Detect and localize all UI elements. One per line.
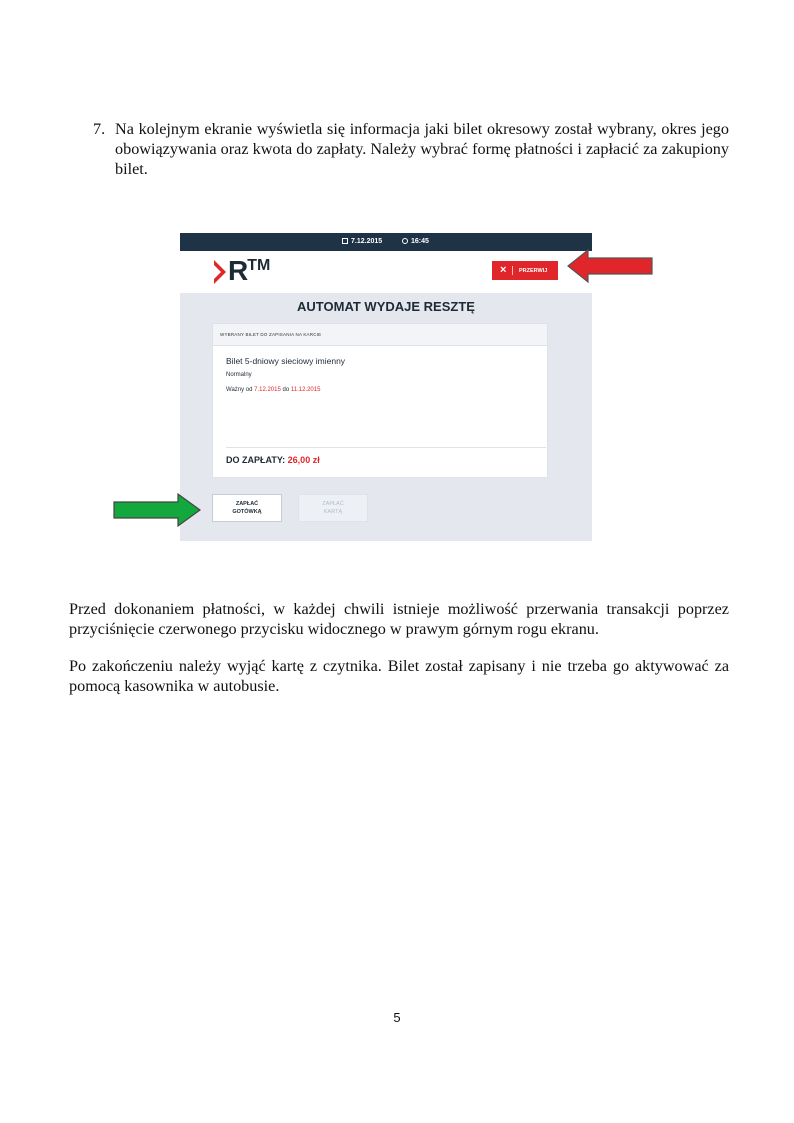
- step-7: [93, 119, 729, 179]
- amount-due: DO ZAPŁATY: 26,00 zł: [226, 455, 320, 465]
- page-number: 5: [393, 1010, 401, 1025]
- green-arrow-icon: [112, 492, 204, 528]
- kiosk-title: AUTOMAT WYDAJE RESZTĘ: [297, 299, 475, 314]
- cancel-label: PRZERWIJ: [519, 268, 548, 274]
- red-arrow-icon: [566, 248, 656, 284]
- pay-card-button[interactable]: ZAPŁAĆ KARTĄ: [298, 494, 368, 522]
- divider: [226, 447, 546, 448]
- ticket-card-header: WYBRANY BILET DO ZAPISANIA NA KARCIE: [213, 324, 547, 346]
- ticket-card: [212, 323, 548, 478]
- calendar-icon: [342, 238, 348, 244]
- step-text: Na kolejnym ekranie wyświetla się informacja jaki bilet okresowy został wybrany, okres jego obowiązywania oraz kwota do zapłaty. Należy wybrać formę płatności i zapłacić za zakupiony bilet.: [115, 120, 729, 178]
- cancel-transaction-button[interactable]: [492, 261, 558, 280]
- paragraph-cancel-info: Przed dokonaniem płatności, w każdej chwili istnieje możliwość przerwania transakcji poprzez przyciśnięcie czerwonego przycisku widocznego w prawym górnym rogu ekranu.: [69, 600, 729, 638]
- kiosk-status-bar: [180, 233, 592, 251]
- date-display: 7.12.2015: [342, 238, 382, 245]
- clock-icon: [402, 238, 408, 244]
- kiosk-screenshot: 7.12.2015 16:45 R™ × PRZERWIJ AUTOMAT WYDAJE RESZTĘ WYBRANY BILET DO ZAPISANIA NA KARCIE Bilet 5-dniowy sieciowy imienny Normalny Ważny od 7.12.2015 do 11.12.2015 DO ZAPŁATY: 26,00 zł ZAPŁAĆ GOTÓWKĄ ZAPŁAĆ KARTĄ: [180, 233, 592, 541]
- time-display: 16:45: [402, 238, 429, 245]
- ticket-name: Bilet 5-dniowy sieciowy imienny: [226, 356, 346, 366]
- step-number: 7.: [93, 120, 106, 138]
- paragraph-finish-info: Po zakończeniu należy wyjąć kartę z czytnika. Bilet został zapisany i nie trzeba go aktywować za pomocą kasownika w autobusie.: [69, 657, 729, 695]
- pay-cash-button[interactable]: ZAPŁAĆ GOTÓWKĄ: [212, 494, 282, 522]
- close-icon: ×: [500, 264, 507, 276]
- ticket-type: Normalny: [226, 372, 252, 378]
- ticket-validity: Ważny od 7.12.2015 do 11.12.2015: [226, 387, 321, 393]
